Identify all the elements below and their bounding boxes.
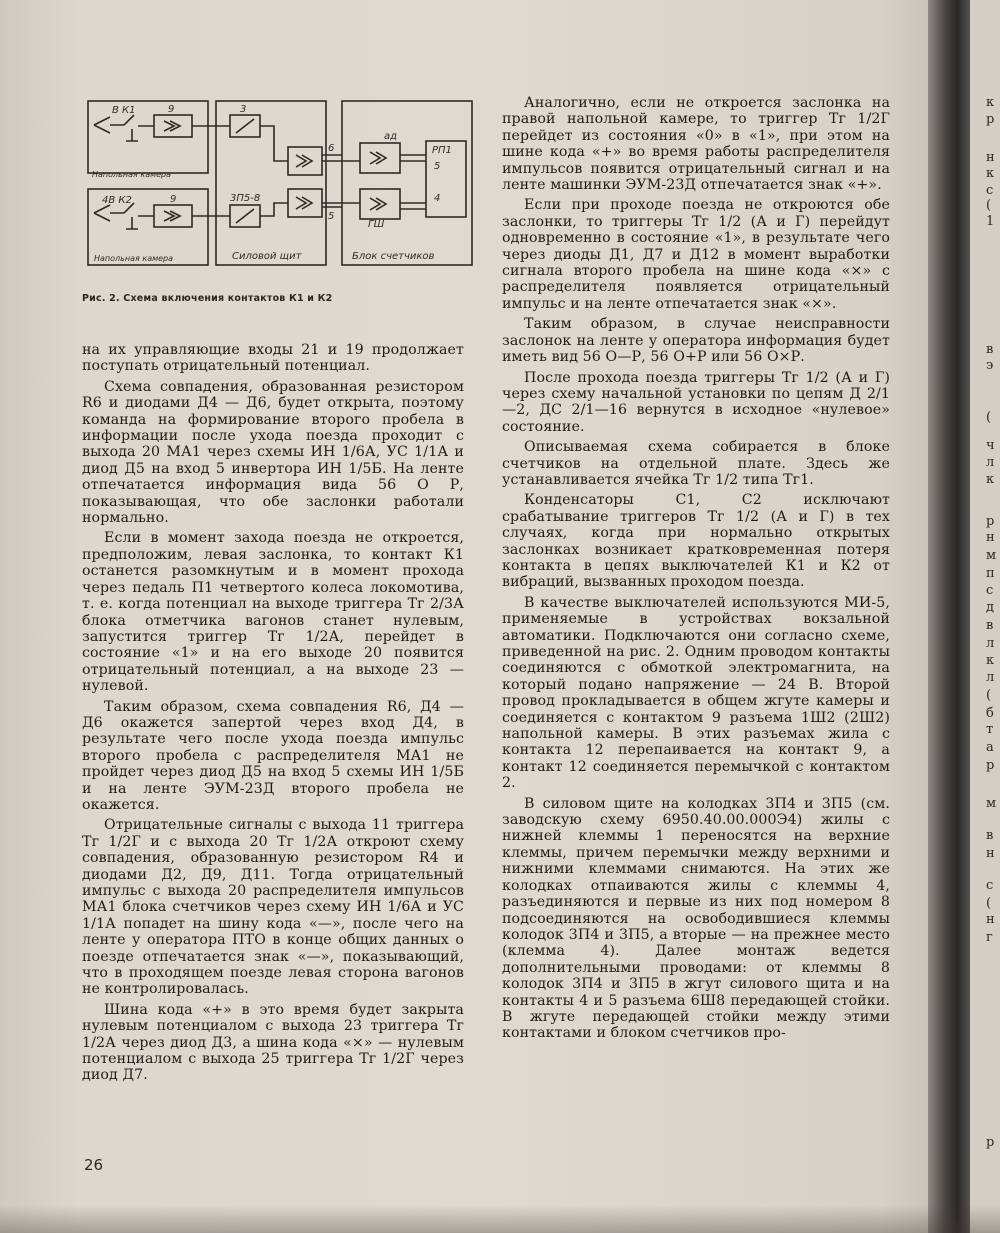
margin-letter: к <box>986 653 995 668</box>
book-spine <box>928 0 970 1233</box>
bottom-shadow <box>0 1205 1000 1233</box>
margin-letter: ( <box>986 198 992 213</box>
label-top-chamber: Напольная камера <box>92 170 172 179</box>
left-column <box>82 342 464 1088</box>
label-left-top-block: 9 <box>168 104 175 115</box>
paragraph: Шина кода «+» в это время будет закрыта нулевым потенциалом с выхода 23 триггера Тг 1/2А через диод Д3, а шина кода «×» — нулевым потенциалом с выхода 25 триггера Тг 1/2Г через диод Д7. <box>82 1001 464 1084</box>
margin-letter: г <box>986 930 993 945</box>
label-k2: 4В К2 <box>102 195 132 206</box>
margin-letter: с <box>986 878 994 893</box>
paragraph: Схема совпадения, образованная резистором R6 и диодами Д4 — Д6, будет открыта, поэтому команда на формирование второго пробела в информации после ухода поезда проходит с выхода 20 МА1 через схемы ИН 1/6А, УС 1/1А и диод Д5 на вход 5 инвертора ИН 1/5Б. На ленте отпечатается информация вида 56 О Р, показывающая, что обе заслонки работали нормально. <box>82 378 464 527</box>
label-bottom-chamber: Напольная камера <box>94 254 174 263</box>
label-mid-bottom-block: 3П5-8 <box>230 193 261 204</box>
label-pin-6: 6 <box>328 143 335 154</box>
margin-letter: б <box>986 706 994 721</box>
margin-letter: ( <box>986 896 992 911</box>
label-counters-bottom: ГШ <box>368 219 385 230</box>
margin-letter: а <box>986 740 994 755</box>
label-pin-5: 5 <box>328 211 335 222</box>
label-block-counters: Блок счетчиков <box>352 251 435 262</box>
paragraph: Таким образом, в случае неисправности заслонок на ленте у оператора информация будет иметь вид 56 О—Р, 56 О+Р или 56 О×Р. <box>502 316 890 366</box>
circuit-figure <box>84 95 476 275</box>
margin-letter: н <box>986 150 995 165</box>
margin-letter: ( <box>986 688 992 703</box>
label-out-4: 4 <box>434 193 441 204</box>
paragraph: В силовом щите на колодках 3П4 и 3П5 (см. заводскую схему 6950.40.00.000Э4) жилы с нижней клеммы 1 переносятся на верхние клеммы, причем перемычки между верхними и нижними клеммами снимаются. На этих же колодках отпаиваются жилы с клеммы 4, разъединяются и первые из них под номером 8 подсоединяются на освободившиеся клеммы колодок 3П4 и 3П5, а вторые — на прежнее место (клемма 4). Далее монтаж ведется дополнительными проводами: от клеммы 8 колодок 3П4 и 3П5 в жгут силового щита и на контакты 4 и 5 разъема 6Ш8 передающей стойки. В жгуте передающей стойки между этими контактами и блоком счетчиков про- <box>502 795 890 1042</box>
label-counters-top: ад <box>384 131 398 142</box>
margin-letter: к <box>986 95 995 110</box>
margin-letter: ( <box>986 410 992 425</box>
paragraph: В качестве выключателей используются МИ-5, применяемые в устройствах вокзальной автоматики. Подключаются они согласно схеме, приведенной на рис. 2. Одним проводом контакты соединяются с обмоткой электромагнита, на который подано напряжение — 24 В. Второй провод прокладывается в общем жгуте камеры и соединяется с контактом 9 разъема 1Ш2 (2Ш2) напольной камеры. В этих разъемах жила с контакта 12 перепаивается на контакт 9, а контакт 12 соединяется перемычкой с контактом 2. <box>502 594 890 792</box>
page-number: 26 <box>84 1156 104 1174</box>
next-page-margin-letters <box>984 0 1000 1233</box>
margin-letter: р <box>986 112 995 127</box>
label-mid-top-block: 3 <box>240 104 247 115</box>
paragraph: Если при проходе поезда не откроются обе заслонки, то триггеры Тг 1/2 (А и Г) перейдут одновременно в состояние «1», в результате чего через диоды Д1, Д7 и Д12 в момент выработки сигнала второго пробела на шине кода «×» с распределителя появляется отрицательный импульс и на ленте отпечатается знак «×». <box>502 197 890 312</box>
paragraph: После прохода поезда триггеры Тг 1/2 (А и Г) через схему начальной установки по цепям Д 2/1—2, ДС 2/1—16 вернутся в исходное «нулевое» состояние. <box>502 369 890 435</box>
paragraph: Описываемая схема собирается в блоке счетчиков на отдельной плате. Здесь же устанавливается ячейка Тг 1/2 типа Тг1. <box>502 439 890 488</box>
margin-letter: т <box>986 722 994 737</box>
margin-letter: р <box>986 514 995 529</box>
margin-letter: в <box>986 342 994 357</box>
margin-letter: в <box>986 618 994 633</box>
margin-letter: м <box>986 796 997 811</box>
paragraph: Таким образом, схема совпадения R6, Д4 — Д6 окажется запертой через вход Д4, в результате чего после ухода поезда импульс второго пробела с распределителя МА1 не пройдет через диод Д5 на вход 5 схемы ИН 1/5Б и на ленте ЭУМ-23Д второго пробела не окажется. <box>82 698 464 813</box>
right-column <box>502 95 890 1046</box>
margin-letter: с <box>986 183 994 198</box>
circuit-diagram <box>84 95 476 275</box>
margin-letter: н <box>986 530 995 545</box>
margin-letter: в <box>986 828 994 843</box>
margin-letter: п <box>986 566 995 581</box>
paragraph: Аналогично, если не откроется заслонка на правой напольной камере, то триггер Тг 1/2Г перейдет из состояния «0» в «1», при этом на шине кода «+» во время работы распределителя импульсов появится отрицательный сигнал и на ленте машинки ЭУМ-23Д отпечатается знак «+». <box>502 95 890 194</box>
margin-letter: н <box>986 912 995 927</box>
label-shield: Силовой щит <box>232 251 302 262</box>
margin-letter: 1 <box>986 214 995 229</box>
margin-letter: м <box>986 548 997 563</box>
paragraph: Отрицательные сигналы с выхода 11 триггера Тг 1/2Г и с выхода 20 Тг 1/2А откроют схему совпадения, образованную резистором R4 и диодами Д2, Д9, Д11. Тогда отрицательный импульс с выхода 20 распределителя импульсов МА1 блока счетчиков через схему ИН 1/6А и УС 1/1А попадет на шину кода «—», после чего на ленте у оператора ПТО в конце общих данных о поезде отпечатается знак «—», показывающий, что в проходящем поезде левая сторона вагонов не контролировалась. <box>82 817 464 998</box>
margin-letter: с <box>986 583 994 598</box>
margin-letter: к <box>986 472 995 487</box>
margin-letter: л <box>986 455 995 470</box>
margin-letter: э <box>986 358 994 373</box>
margin-letter: н <box>986 846 995 861</box>
margin-letter: л <box>986 670 995 685</box>
label-left-bottom-block: 9 <box>170 194 177 205</box>
margin-letter: ч <box>986 438 995 453</box>
counters-block-frame <box>342 101 472 265</box>
margin-letter: л <box>986 636 995 651</box>
label-out-5: 5 <box>434 161 441 172</box>
label-k1: В К1 <box>112 105 136 116</box>
margin-letter: р <box>986 758 995 773</box>
paragraph: Конденсаторы С1, С2 исключают срабатывание триггеров Тг 1/2 (А и Г) в тех случаях, когда при нормально открытых заслонках возникает кратковременная потеря контакта в цепях выключателей К1 и К2 от вибраций, вызванных проходом поезда. <box>502 492 890 591</box>
figure-caption: Рис. 2. Схема включения контактов К1 и К2 <box>82 293 333 304</box>
margin-letter: к <box>986 166 995 181</box>
label-out-top: РП1 <box>432 145 452 156</box>
paragraph: Если в момент захода поезда не откроется, предположим, левая заслонка, то контакт К1 останется разомкнутым и в момент прохода через педаль П1 четвертого колеса локомотива, т. е. когда потенциал на выходе триггера Тг 2/3А блока отметчика вагонов станет нулевым, запустится триггер Тг 1/2А, перейдет в состояние «1» и на его выходе 20 появится отрицательный потенциал, а на выходе 23 — нулевой. <box>82 530 464 695</box>
margin-letter: р <box>986 1135 995 1150</box>
paragraph: на их управляющие входы 21 и 19 продолжает поступать отрицательный потенциал. <box>82 342 464 375</box>
margin-letter: д <box>986 600 995 615</box>
